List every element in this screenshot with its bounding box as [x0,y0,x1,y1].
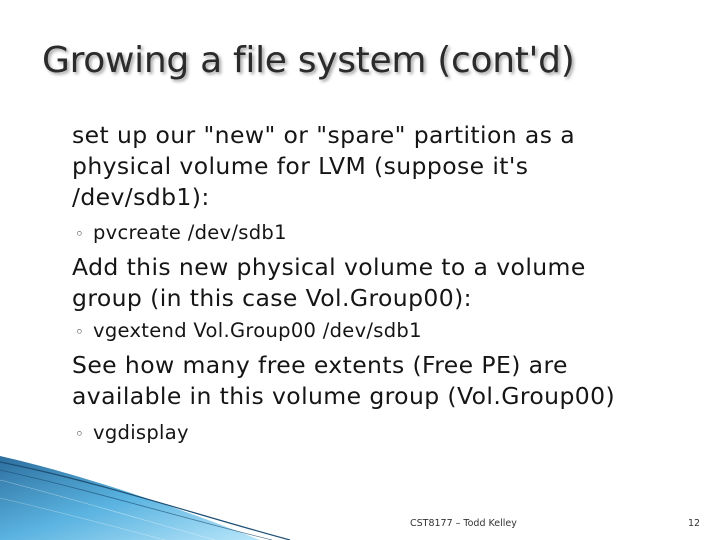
sub-bullet-item [75,421,189,446]
sub-bullet-item [75,221,287,246]
bullet-item [72,350,672,412]
bullet-item [72,252,672,314]
sub-bullet-text: vgdisplay [93,421,189,444]
sub-bullet-text: pvcreate /dev/sdb1 [93,221,287,244]
bullet-line: available in this volume group (Vol.Group00) [72,382,616,410]
bullet-line: See how many free extents (Free PE) are [72,351,568,379]
bullet-item [72,120,672,213]
footer-author: CST8177 – Todd Kelley [410,518,517,529]
sub-bullet-item [75,319,422,344]
page-number: 12 [688,518,701,529]
sub-bullet-marker-icon: ◦ [75,425,85,443]
bullet-line: physical volume for LVM (suppose it's [72,152,529,180]
bullet-line: set up our "new" or "spare" partition as a [72,121,576,149]
bullet-line: Add this new physical volume to a volume [72,253,586,281]
sub-bullet-text: vgextend Vol.Group00 /dev/sdb1 [93,319,422,342]
slide-title: Growing a file system (cont'd) [42,40,575,81]
sub-bullet-marker-icon: ◦ [75,323,85,341]
sub-bullet-marker-icon: ◦ [75,225,85,243]
bullet-line: group (in this case Vol.Group00): [72,284,472,312]
bullet-line: /dev/sdb1): [72,183,210,211]
